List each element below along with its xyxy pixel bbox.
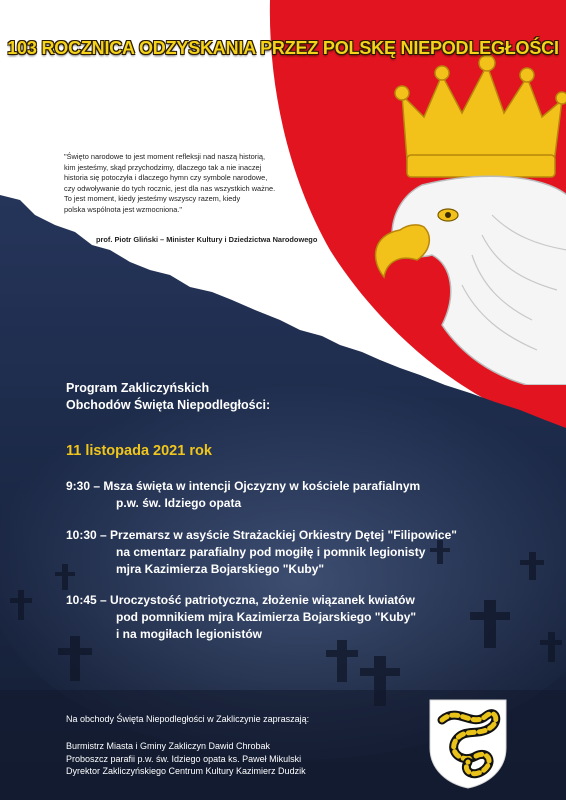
host-line: Burmistrz Miasta i Gminy Zakliczyn Dawid Chrobak xyxy=(66,741,271,751)
poster-title: 103 ROCZNICA ODZYSKANIA PRZEZ POLSKĘ NIEPODLEGŁOŚCI xyxy=(7,38,559,58)
event-item: 9:30 – Msza święta w intencji Ojczyzny w kościele parafialnym p.w. św. Idziego opata xyxy=(66,479,421,510)
footer-intro: Na obchody Święta Niepodległości w Zakliczynie zapraszają: xyxy=(66,714,310,724)
program-title-line: Program Zakliczyńskich xyxy=(66,381,210,395)
quote-line: polska wspólnota jest wzmocniona." xyxy=(64,204,183,214)
quote-line: "Święto narodowe to jest moment refleksji nad naszą historią, xyxy=(64,152,266,161)
white-eagle-crowned-icon xyxy=(362,55,566,385)
event-text: na cmentarz parafialny pod mogiłę i pomnik legionisty xyxy=(116,545,426,559)
event-time: 9:30 xyxy=(66,479,91,493)
quote-author: prof. Piotr Gliński – Minister Kultury i Dziedzictwa Narodowego xyxy=(96,235,318,244)
quote-line: kim jesteśmy, skąd przychodzimy, dlaczego tak a nie inaczej xyxy=(64,162,262,172)
quote xyxy=(64,152,354,216)
event-item: 10:30 – Przemarsz w asyście Strażackiej Orkiestry Dętej "Filipowice" na cmentarz parafialny pod mogiłę i pomnik legionisty mjra Kazimierza Bojarskiego "Kuby" xyxy=(66,528,457,576)
quote-line: czy odwoływanie do tych rocznic, jest dla nas wszystkich ważne. xyxy=(64,183,276,193)
event-text: Msza święta w intencji Ojczyzny w kościele parafialnym xyxy=(103,479,421,493)
event-time: 10:30 xyxy=(66,528,97,542)
program-title xyxy=(66,380,270,414)
quote-line: To jest moment, kiedy jesteśmy wszyscy razem, kiedy xyxy=(64,194,241,204)
host-line: Dyrektor Zakliczyńskiego Centrum Kultury Kazimierz Dudzik xyxy=(66,766,306,776)
event-text: i na mogiłach legionistów xyxy=(116,627,263,641)
event-text: mjra Kazimierza Bojarskiego "Kuby" xyxy=(116,562,325,576)
footer-hosts xyxy=(66,740,306,778)
event-date: 11 listopada 2021 rok xyxy=(66,443,212,459)
host-line: Proboszcz parafii p.w. św. Idziego opata ks. Paweł Mikulski xyxy=(66,753,302,764)
event-time: 10:45 xyxy=(66,593,97,607)
event-text: p.w. św. Idziego opata xyxy=(116,496,242,510)
event-text: pod pomnikiem mjra Kazimierza Bojarskiego "Kuby" xyxy=(116,610,417,624)
program-title-line: Obchodów Święta Niepodległości: xyxy=(66,398,271,412)
event-item: 10:45 – Uroczystość patriotyczna, złożenie wiązanek kwiatów pod pomnikiem mjra Kazimierza Bojarskiego "Kuby" i na mogiłach legionistów xyxy=(66,593,417,641)
zakliczyn-coat-of-arms-icon xyxy=(428,698,508,790)
event-text: Przemarsz w asyście Strażackiej Orkiestry Dętej "Filipowice" xyxy=(110,528,457,542)
event-text: Uroczystość patriotyczna, złożenie wiązanek kwiatów xyxy=(110,593,415,607)
quote-line: historia się potoczyła i dlaczego hymn czy symbole narodowe, xyxy=(64,173,268,183)
